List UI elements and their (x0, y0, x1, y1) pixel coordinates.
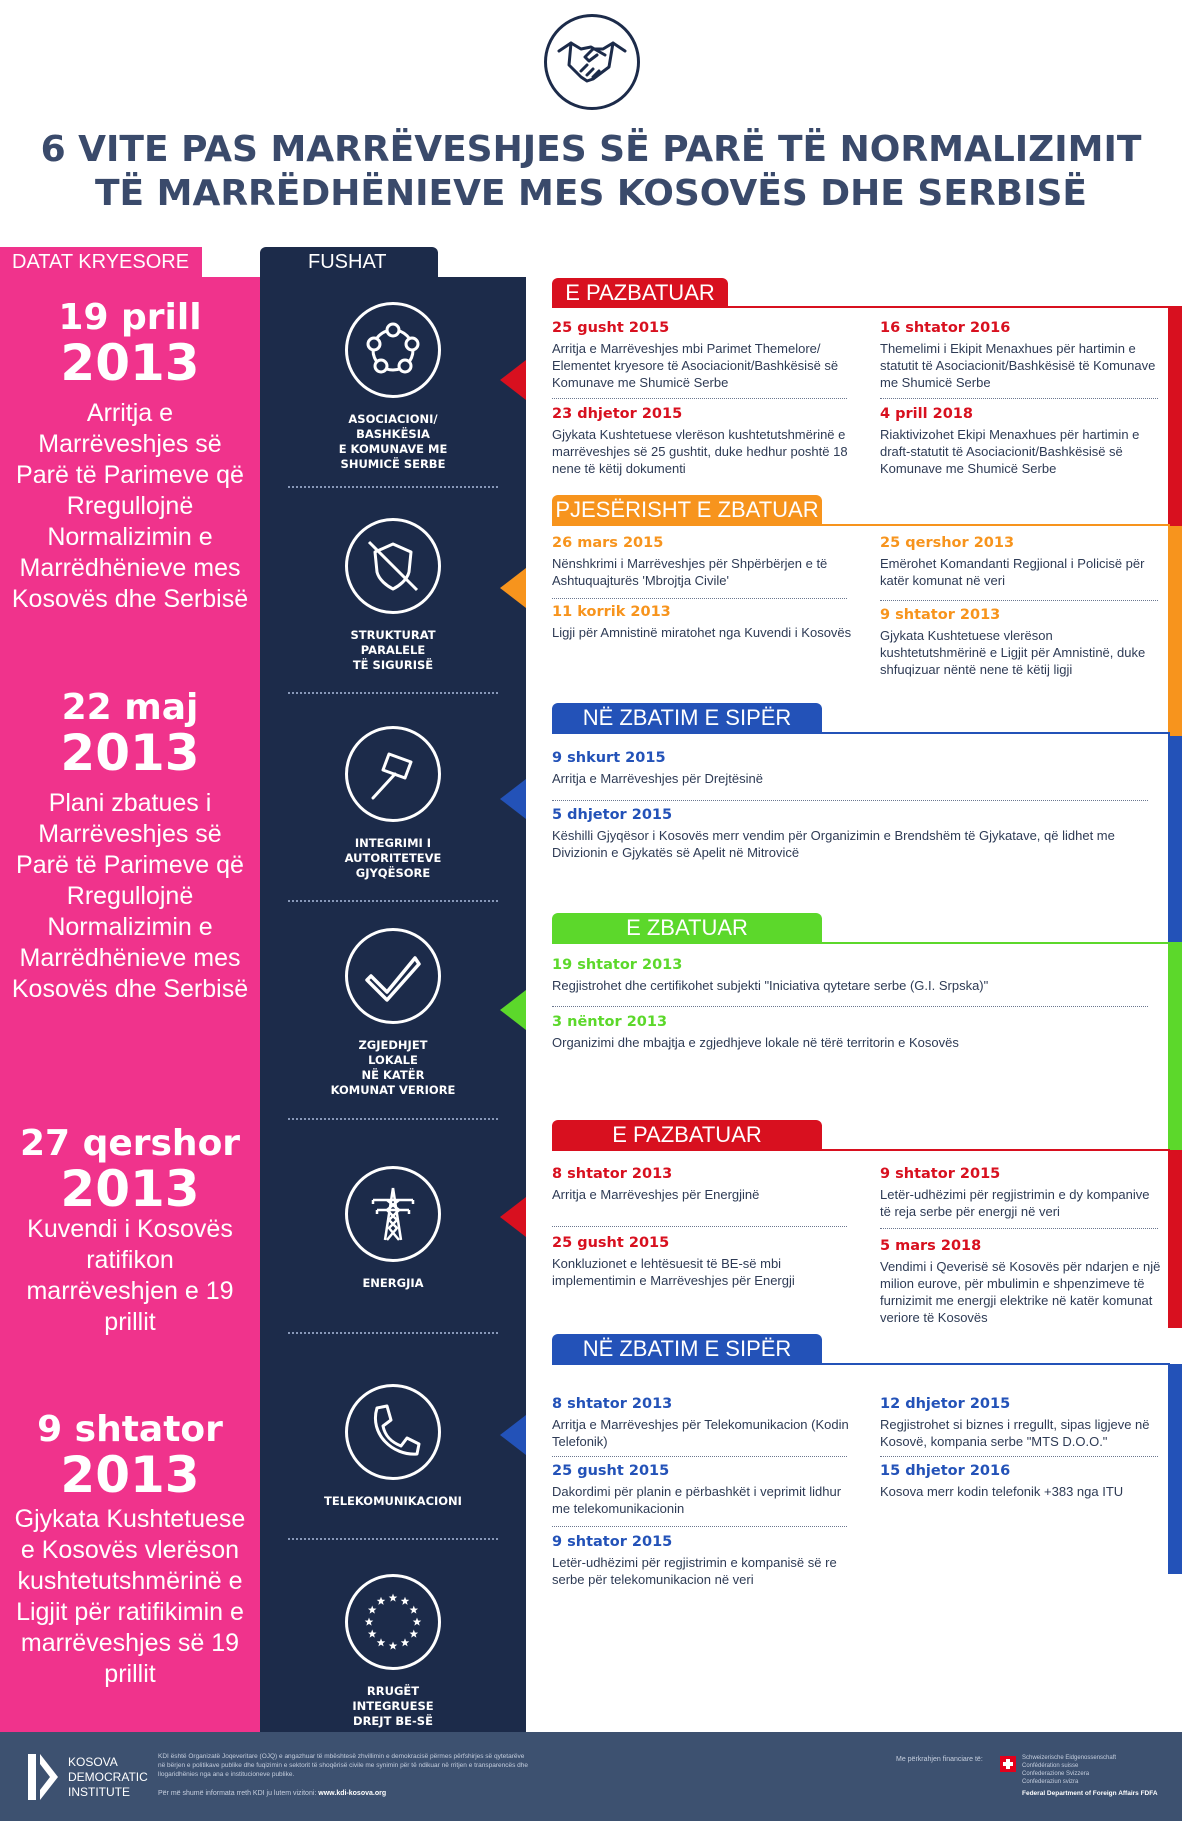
event-item (552, 1532, 852, 1588)
eu-star (410, 1630, 419, 1638)
website-link[interactable]: www.kdi-kosova.org (318, 1790, 387, 1797)
divider (880, 398, 1158, 399)
event-item (552, 602, 852, 641)
divider (552, 1456, 847, 1457)
event-item (552, 533, 852, 589)
event-text: Gjykata Kushtetuese vlerëson kushtetutshmërinë e Ligjit për Amnistinë, duke shfuqizuar nëntë nene të këtij ligji (880, 628, 1146, 677)
support-label: Me përkrahjen financiare të: (896, 1756, 983, 1763)
swiss-flag-icon (1000, 1756, 1016, 1772)
event-item (552, 955, 1152, 994)
field-label: INTEGRIMI I AUTORITETEVE GJYQËSORE (344, 836, 442, 880)
dates-column-tab: DATAT KRYESORE (0, 247, 202, 277)
eu-stars-icon (345, 1574, 441, 1670)
event-date: 4 prill 2018 (880, 406, 973, 422)
title-line-2: TË MARRËDHËNIEVE MES KOSOVËS DHE SERBISË (94, 173, 1088, 214)
event-text: Konkluzionet e lehtësuesit të BE-së mbi implementimin e Marrëveshjes për Energji (552, 1256, 795, 1288)
event-date: 9 shkurt 2015 (552, 750, 666, 766)
event-item (552, 1461, 852, 1517)
event-item (552, 1233, 852, 1289)
event-text: Këshilli Gjyqësor i Kosovës merr vendim për Organizimin e Brendshëm të Gjykatave, që lidhet me Divizionin e Gjykatës së Apelit në Mitrovicë (552, 828, 1115, 860)
event-text: Emërohet Komandanti Regjional i Policisë për katër komunat në veri (880, 556, 1145, 588)
key-date-year: 2013 (60, 1446, 200, 1504)
divider (552, 1006, 1148, 1007)
page-title (0, 128, 1182, 216)
kdi-logo (28, 1754, 148, 1800)
divider (880, 1228, 1158, 1229)
event-text: Gjykata Kushtetuese vlerëson kushtetutshmërinë e marrëveshjes së 25 gushtit, duke hedhur poshtë 18 nene të këtij dokumenti (552, 427, 848, 476)
key-date-year: 2013 (60, 334, 200, 392)
pointer-arrow-blue (500, 1415, 526, 1455)
status-stripe-green (1168, 942, 1182, 1150)
fields-column-tab: FUSHAT (260, 247, 438, 277)
status-stripe-red (1168, 306, 1182, 526)
status-in-progress: NË ZBATIM E SIPËR (552, 1334, 822, 1363)
event-item (880, 1236, 1162, 1326)
key-date-description: Gjykata Kushtetuese e Kosovës vlerëson kushtetutshmërinë e Ligjit për ratifikimin e marrëveshjes së 19 prillit (14, 1505, 246, 1688)
power-tower-icon (345, 1166, 441, 1262)
field-energy (260, 1166, 526, 1291)
divider (552, 1526, 847, 1527)
divider (552, 398, 847, 399)
event-date: 25 gusht 2015 (552, 1235, 670, 1251)
key-date-year: 2013 (60, 724, 200, 782)
field-security (260, 518, 526, 673)
event-date: 16 shtator 2016 (880, 320, 1011, 336)
field-label: ASOCIACIONI/ BASHKËSIA E KOMUNAVE ME SHUMICË SERBE (338, 412, 448, 471)
field-association (260, 302, 526, 472)
pointer-arrow-orange (500, 568, 526, 608)
event-item (552, 805, 1122, 861)
field-label: TELEKOMUNIKACIONI (324, 1494, 462, 1508)
event-item (552, 404, 852, 477)
status-implemented: E ZBATUAR (552, 913, 822, 942)
event-text: Riaktivizohet Ekipi Menaxhues për hartimin e draft-statutit të Asociacionit/Bashkësisë së Komunave me Shumicë Serbe (880, 427, 1140, 476)
field-judiciary (260, 726, 526, 881)
eu-star (389, 1594, 398, 1602)
event-item (880, 1164, 1162, 1220)
eu-star (401, 1597, 410, 1605)
key-date (0, 1410, 260, 1690)
field-label: ZGJEDHJET LOKALE NË KATËR KOMUNAT VERIORE (330, 1038, 456, 1097)
telephone-icon (345, 1384, 441, 1480)
key-date-description: Plani zbatues i Marrëveshjes së Parë të Parimeve që Rregullojnë Normalizimin e Marrëdhënieve mes Kosovës dhe Serbisë (11, 789, 249, 1003)
event-text: Kosova merr kodin telefonik +383 nga ITU (880, 1484, 1124, 1499)
divider (552, 1226, 847, 1227)
shield-crossed-icon (345, 518, 441, 614)
key-date-day: 27 qershor (19, 1123, 241, 1164)
key-date-description: Arritja e Marrëveshjes së Parë të Parimeve që Rregullojnë Normalizimin e Marrëdhënieve mes Kosovës dhe Serbisë (11, 399, 249, 613)
event-item (880, 1461, 1162, 1500)
key-date-day: 19 prill (58, 297, 202, 338)
event-item (880, 605, 1162, 678)
field-elections (260, 928, 526, 1098)
status-in-progress: NË ZBATIM E SIPËR (552, 703, 822, 732)
event-date: 11 korrik 2013 (552, 604, 671, 620)
event-item (552, 748, 1152, 787)
event-text: Arritja e Marrëveshjes mbi Parimet Themelore/ Elementet kryesore të Asociacionit/Bashkësisë së Komunave me Shumicë Serbe (552, 341, 839, 390)
event-date: 9 shtator 2013 (880, 607, 1001, 623)
event-text: Themelimi i Ekipit Menaxhues për hartimin e statutit të Asociacionit/Bashkësisë të Komunave me Shumicë Serbe (880, 341, 1156, 390)
event-date: 15 dhjetor 2016 (880, 1463, 1011, 1479)
event-date: 26 mars 2015 (552, 535, 664, 551)
event-date: 25 gusht 2015 (552, 1463, 670, 1479)
event-text: Dakordimi për planin e përbashkët i veprimit lidhur me telekomunikacionin (552, 1484, 842, 1516)
pointer-arrow-green (500, 990, 526, 1030)
frame-line (1168, 732, 1170, 942)
status-stripe-blue (1168, 736, 1182, 942)
status-line (552, 1363, 1170, 1365)
status-line (552, 524, 1170, 526)
event-item (552, 1394, 852, 1450)
event-date: 3 nëntor 2013 (552, 1014, 668, 1030)
status-not-implemented: E PAZBATUAR (552, 1120, 822, 1149)
eu-star (377, 1638, 386, 1646)
key-date (0, 688, 260, 1005)
status-line (552, 732, 1170, 734)
event-date: 5 dhjetor 2015 (552, 807, 673, 823)
field-label: ENERGJIA (362, 1276, 424, 1290)
divider (288, 692, 498, 694)
gavel-icon (345, 726, 441, 822)
fdfa-label: Federal Department of Foreign Affairs FDFA (1022, 1790, 1158, 1797)
event-text: Organizimi dhe mbajtja e zgjedhjeve lokale në tërë territorin e Kosovës (552, 1035, 959, 1050)
eu-star (410, 1606, 419, 1614)
event-date: 9 shtator 2015 (880, 1166, 1001, 1182)
footer (0, 1732, 1182, 1821)
divider (880, 600, 1158, 601)
event-text: Letër-udhëzimi për regjistrimin e dy kompanive të reja serbe për energji në veri (880, 1187, 1150, 1219)
more-info-text: Për më shumë informata rreth KDI ju lutem vizitoni: (158, 1790, 317, 1797)
title-line-1: 6 VITE PAS MARRËVESHJES SË PARË TË NORMALIZIMIT (40, 129, 1142, 170)
status-stripe-orange (1168, 526, 1182, 736)
key-date-day: 9 shtator (37, 1409, 223, 1450)
key-date (0, 298, 260, 615)
network-circle-icon (345, 302, 441, 398)
event-date: 12 dhjetor 2015 (880, 1396, 1011, 1412)
event-text: Arritja e Marrëveshjes për Drejtësinë (552, 771, 763, 786)
divider (880, 1456, 1158, 1457)
event-date: 8 shtator 2013 (552, 1166, 673, 1182)
eu-star (365, 1618, 374, 1626)
divider (552, 598, 847, 599)
event-date: 5 mars 2018 (880, 1238, 982, 1254)
eu-star (389, 1642, 398, 1650)
event-item (880, 533, 1162, 589)
status-stripe-red (1168, 1150, 1182, 1328)
divider (288, 1332, 498, 1334)
event-item (552, 1164, 852, 1203)
divider (288, 1118, 498, 1120)
status-line (552, 1149, 1170, 1151)
key-date-day: 22 maj (61, 687, 199, 728)
divider (288, 900, 498, 902)
kdi-website-line (158, 1790, 386, 1797)
pointer-arrow-red (500, 1197, 526, 1237)
event-text: Vendimi i Qeverisë së Kosovës për ndarjen e një milion eurove, për mbulimin e shpenzimeve të furnizimit me energji elektrike në katër komunat veriore të Kosovës (880, 1259, 1161, 1325)
divider (552, 800, 1148, 801)
event-item (880, 318, 1162, 391)
event-date: 25 gusht 2015 (552, 320, 670, 336)
eu-star (413, 1618, 422, 1626)
event-item (880, 1394, 1162, 1450)
divider (288, 1538, 498, 1540)
status-line (552, 306, 1170, 308)
event-item (880, 404, 1162, 477)
event-date: 23 dhjetor 2015 (552, 406, 683, 422)
event-text: Ligji për Amnistinë miratohet nga Kuvendi i Kosovës (552, 625, 852, 640)
event-text: Regjistrohet si biznes i rregullt, sipas ligjeve në Kosovë, kompania serbe "MTS D.O.O." (880, 1417, 1150, 1449)
event-date: 8 shtator 2013 (552, 1396, 673, 1412)
eu-star (377, 1597, 386, 1605)
kdi-name: KOSOVA DEMOCRATIC INSTITUTE (68, 1754, 148, 1799)
key-date-year: 2013 (60, 1160, 200, 1218)
field-telecom (260, 1384, 526, 1509)
kdi-logo-icon (28, 1754, 58, 1800)
event-date: 19 shtator 2013 (552, 957, 683, 973)
status-stripe-blue (1168, 1364, 1182, 1574)
eu-star (368, 1630, 377, 1638)
handshake-icon (544, 14, 640, 110)
key-date (0, 1124, 260, 1338)
checkmark-icon (345, 928, 441, 1024)
status-not-implemented: E PAZBATUAR (552, 278, 728, 307)
field-eu (260, 1574, 526, 1729)
event-date: 9 shtator 2015 (552, 1534, 673, 1550)
status-partially-implemented: PJESËRISHT E ZBATUAR (552, 495, 822, 524)
event-date: 25 qershor 2013 (880, 535, 1015, 551)
field-label: STRUKTURAT PARALELE TË SIGURISË (350, 628, 436, 672)
event-text: Letër-udhëzimi për regjistrimin e kompanisë së re serbe për telekomunikacion në veri (552, 1555, 837, 1587)
kdi-about: KDI është Organizatë Joqeveritare (OJQ) e angazhuar të mbështesë zhvillimin e demokracisë përmes përfshirjes së qytetarëve në bërjen e politikave publike dhe fuqizimin e sektorit të shoqërisë civile me synimin për të ndikuar në rritjen e transparencës dhe llogaridhënies nga ana e institucioneve publike. (158, 1753, 528, 1778)
event-text: Nënshkrimi i Marrëveshjes për Shpërbërjen e të Ashtuquajturës 'Mbrojtja Civile' (552, 556, 828, 588)
event-item (552, 318, 852, 391)
eu-star (401, 1638, 410, 1646)
divider (288, 486, 498, 488)
pointer-arrow-blue (500, 779, 526, 819)
event-text: Regjistrohet dhe certifikohet subjekti "Iniciativa qytetare serbe (G.I. Srpska)" (552, 978, 989, 993)
swiss-confederation-names: Schweizerische Eidgenossenschaft Confédération suisse Confederazione Svizzera Confederaziun svizra (1022, 1755, 1117, 1785)
status-line (552, 942, 1170, 944)
event-item (552, 1012, 1152, 1051)
eu-star (368, 1606, 377, 1614)
pointer-arrow-red (500, 360, 526, 400)
event-text: Arritja e Marrëveshjes për Telekomunikacion (Kodin Telefonik) (552, 1417, 849, 1449)
key-date-description: Kuvendi i Kosovës ratifikon marrëveshjen e 19 prillit (26, 1215, 234, 1336)
field-label: RRUGËT INTEGRUESE DREJT BE-SË (352, 1684, 434, 1728)
event-text: Arritja e Marrëveshjes për Energjinë (552, 1187, 760, 1202)
